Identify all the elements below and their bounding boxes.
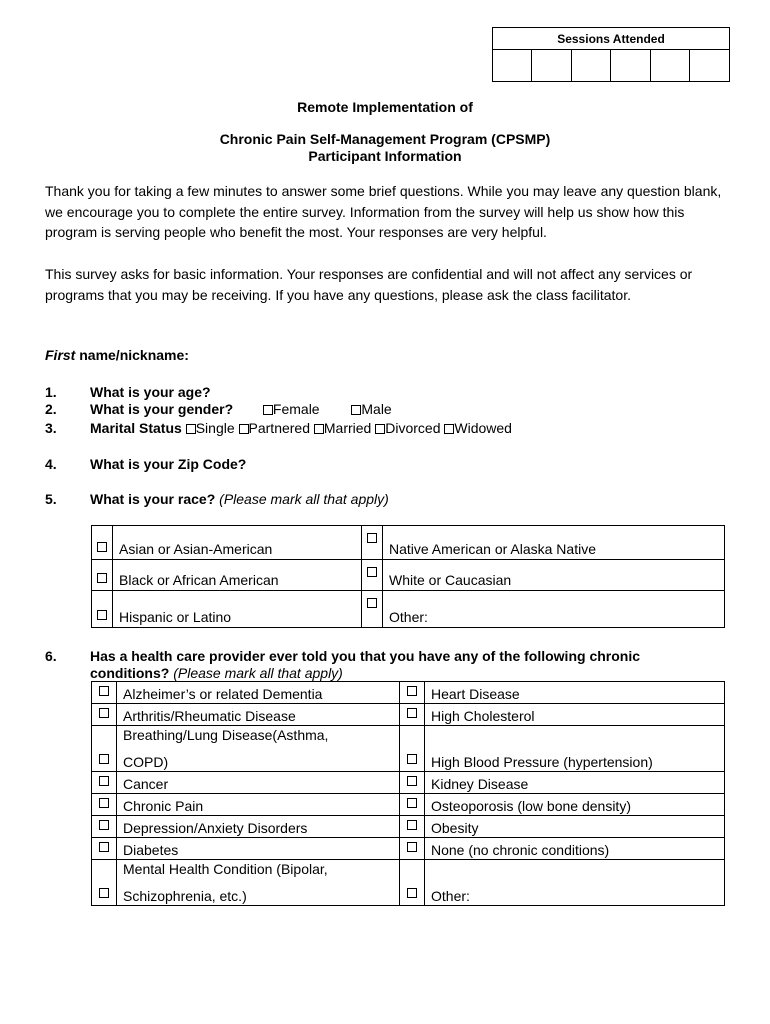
- checkbox-icon[interactable]: [99, 888, 109, 898]
- checkbox-icon[interactable]: [99, 708, 109, 718]
- checkbox-icon[interactable]: [367, 567, 377, 577]
- intro-paragraph-1: Thank you for taking a few minutes to answer some brief questions. While you may leave any question blank, we encourage you to complete the entire survey. Information from the survey will help us show how this program is serving people who benefit the most. Your responses are very helpful.: [45, 183, 722, 240]
- marital-married-label: Married: [323, 420, 372, 436]
- cond-osteoporosis-checkbox[interactable]: [400, 794, 425, 816]
- cond-kidney-checkbox[interactable]: [400, 772, 425, 794]
- question-6-number: 6.: [45, 648, 57, 664]
- checkbox-icon[interactable]: [367, 598, 377, 608]
- checkbox-icon[interactable]: [407, 842, 417, 852]
- question-5-number: 5.: [45, 491, 57, 507]
- title-line-1: Remote Implementation of: [297, 99, 473, 115]
- cond-breathing-label: [117, 726, 400, 772]
- question-6-line-2: [90, 665, 343, 681]
- question-5-note: (Please mark all that apply): [219, 491, 389, 507]
- marital-divorced-label: Divorced: [385, 420, 441, 436]
- question-6: [45, 648, 640, 664]
- cond-diabetes-label: Diabetes: [117, 838, 400, 860]
- question-1-text: What is your age?: [90, 384, 211, 400]
- race-other-checkbox[interactable]: [362, 591, 383, 628]
- checkbox-icon[interactable]: [407, 798, 417, 808]
- question-1-number: 1.: [45, 384, 57, 400]
- question-6-text-line-1: Has a health care provider ever told you that you have any of the following chronic: [90, 648, 641, 664]
- cond-breathing-label-line-1: Breathing/Lung Disease(Asthma,: [123, 727, 329, 743]
- checkbox-icon[interactable]: [99, 754, 109, 764]
- checkbox-icon[interactable]: [263, 405, 273, 415]
- cond-obesity-label: Obesity: [425, 816, 725, 838]
- cond-breathing-label-line-2: COPD): [123, 754, 169, 770]
- session-cell-6[interactable]: [690, 50, 730, 82]
- cond-other-label: Other:: [425, 860, 725, 906]
- checkbox-icon[interactable]: [186, 424, 196, 434]
- first-name-label-first: First: [45, 347, 76, 363]
- race-white-checkbox[interactable]: [362, 560, 383, 591]
- checkbox-icon[interactable]: [99, 798, 109, 808]
- session-cell-3[interactable]: [571, 50, 610, 82]
- race-black-label: Black or African American: [113, 560, 362, 591]
- checkbox-icon[interactable]: [407, 820, 417, 830]
- question-4-number: 4.: [45, 456, 57, 472]
- question-5: [45, 491, 389, 507]
- cond-bloodpressure-checkbox[interactable]: [400, 726, 425, 772]
- gender-male-label: Male: [361, 401, 392, 417]
- cond-alzheimers-checkbox[interactable]: [92, 682, 117, 704]
- cond-other-checkbox[interactable]: [400, 860, 425, 906]
- question-6-text-line-2: conditions?: [90, 665, 170, 681]
- question-2: [45, 401, 392, 417]
- cond-diabetes-checkbox[interactable]: [92, 838, 117, 860]
- marital-single-label: Single: [195, 420, 235, 436]
- cond-bloodpressure-label: High Blood Pressure (hypertension): [425, 726, 725, 772]
- cond-chronicpain-checkbox[interactable]: [92, 794, 117, 816]
- session-cell-4[interactable]: [611, 50, 650, 82]
- race-black-checkbox[interactable]: [92, 560, 113, 591]
- first-name-label-rest: name/nickname:: [75, 347, 189, 363]
- question-1: [45, 384, 211, 400]
- cond-mentalhealth-label: [117, 860, 400, 906]
- race-native-label: Native American or Alaska Native: [383, 526, 725, 560]
- gender-female-option[interactable]: [263, 401, 320, 417]
- cond-chronicpain-label: Chronic Pain: [117, 794, 400, 816]
- marital-single-option[interactable]: [186, 420, 235, 436]
- checkbox-icon[interactable]: [239, 424, 249, 434]
- conditions-table: [91, 681, 725, 906]
- cond-cholesterol-checkbox[interactable]: [400, 704, 425, 726]
- question-3-text: Marital Status: [90, 420, 182, 436]
- question-4-text: What is your Zip Code?: [90, 456, 247, 472]
- marital-divorced-option[interactable]: [375, 420, 440, 436]
- checkbox-icon[interactable]: [99, 686, 109, 696]
- marital-partnered-label: Partnered: [248, 420, 310, 436]
- cond-heart-checkbox[interactable]: [400, 682, 425, 704]
- cond-cholesterol-label: High Cholesterol: [425, 704, 725, 726]
- session-cell-1[interactable]: [493, 50, 532, 82]
- checkbox-icon[interactable]: [375, 424, 385, 434]
- question-6-note: (Please mark all that apply): [173, 665, 343, 681]
- cond-mentalhealth-checkbox[interactable]: [92, 860, 117, 906]
- title-line-2: Chronic Pain Self-Management Program (CPSMP): [219, 131, 551, 147]
- checkbox-icon[interactable]: [407, 686, 417, 696]
- race-other-label: Other:: [383, 591, 725, 628]
- cond-breathing-checkbox[interactable]: [92, 726, 117, 772]
- cond-cancer-checkbox[interactable]: [92, 772, 117, 794]
- cond-none-checkbox[interactable]: [400, 838, 425, 860]
- checkbox-icon[interactable]: [99, 842, 109, 852]
- marital-widowed-option[interactable]: [444, 420, 512, 436]
- race-hispanic-label: Hispanic or Latino: [113, 591, 362, 628]
- cond-none-label: None (no chronic conditions): [425, 838, 725, 860]
- race-native-checkbox[interactable]: [362, 526, 383, 560]
- cond-cancer-label: Cancer: [117, 772, 400, 794]
- race-asian-checkbox[interactable]: [92, 526, 113, 560]
- marital-married-option[interactable]: [314, 420, 371, 436]
- checkbox-icon[interactable]: [407, 776, 417, 786]
- gender-female-label: Female: [272, 401, 320, 417]
- race-white-label: White or Caucasian: [383, 560, 725, 591]
- sessions-attended-table: [492, 27, 730, 82]
- cond-depression-checkbox[interactable]: [92, 816, 117, 838]
- question-3: [45, 420, 512, 436]
- session-cell-5[interactable]: [650, 50, 689, 82]
- first-name-field[interactable]: [45, 347, 189, 363]
- race-table: [91, 525, 725, 628]
- cond-depression-label: Depression/Anxiety Disorders: [117, 816, 400, 838]
- intro-paragraph-2: This survey asks for basic information. Your responses are confidential and will not affect any services or programs that you may be receiving. If you have any questions, please ask the class facilitator.: [45, 266, 693, 303]
- gender-male-option[interactable]: [351, 401, 391, 417]
- cond-mentalhealth-label-line-2: Schizophrenia, etc.): [123, 888, 247, 904]
- checkbox-icon[interactable]: [314, 424, 324, 434]
- cond-arthritis-label: Arthritis/Rheumatic Disease: [117, 704, 400, 726]
- checkbox-icon[interactable]: [407, 888, 417, 898]
- title-line-3: Participant Information: [308, 148, 462, 164]
- sessions-attended-header: Sessions Attended: [493, 28, 730, 50]
- race-hispanic-checkbox[interactable]: [92, 591, 113, 628]
- cond-mentalhealth-label-line-1: Mental Health Condition (Bipolar,: [123, 861, 328, 877]
- checkbox-icon[interactable]: [99, 776, 109, 786]
- session-cell-2[interactable]: [532, 50, 571, 82]
- checkbox-icon[interactable]: [367, 533, 377, 543]
- cond-osteoporosis-label: Osteoporosis (low bone density): [425, 794, 725, 816]
- question-2-text: What is your gender?: [90, 401, 234, 417]
- cond-arthritis-checkbox[interactable]: [92, 704, 117, 726]
- checkbox-icon[interactable]: [99, 820, 109, 830]
- question-5-text: What is your race?: [90, 491, 216, 507]
- checkbox-icon[interactable]: [407, 754, 417, 764]
- marital-partnered-option[interactable]: [239, 420, 310, 436]
- checkbox-icon[interactable]: [351, 405, 361, 415]
- question-3-number: 3.: [45, 420, 57, 436]
- cond-heart-label: Heart Disease: [425, 682, 725, 704]
- checkbox-icon[interactable]: [444, 424, 454, 434]
- checkbox-icon[interactable]: [407, 708, 417, 718]
- question-2-number: 2.: [45, 401, 57, 417]
- question-4: [45, 456, 246, 472]
- checkbox-icon[interactable]: [97, 542, 107, 552]
- cond-obesity-checkbox[interactable]: [400, 816, 425, 838]
- marital-widowed-label: Widowed: [454, 420, 512, 436]
- race-asian-label: Asian or Asian-American: [113, 526, 362, 560]
- cond-alzheimers-label: Alzheimer’s or related Dementia: [117, 682, 400, 704]
- checkbox-icon[interactable]: [97, 573, 107, 583]
- cond-kidney-label: Kidney Disease: [425, 772, 725, 794]
- checkbox-icon[interactable]: [97, 610, 107, 620]
